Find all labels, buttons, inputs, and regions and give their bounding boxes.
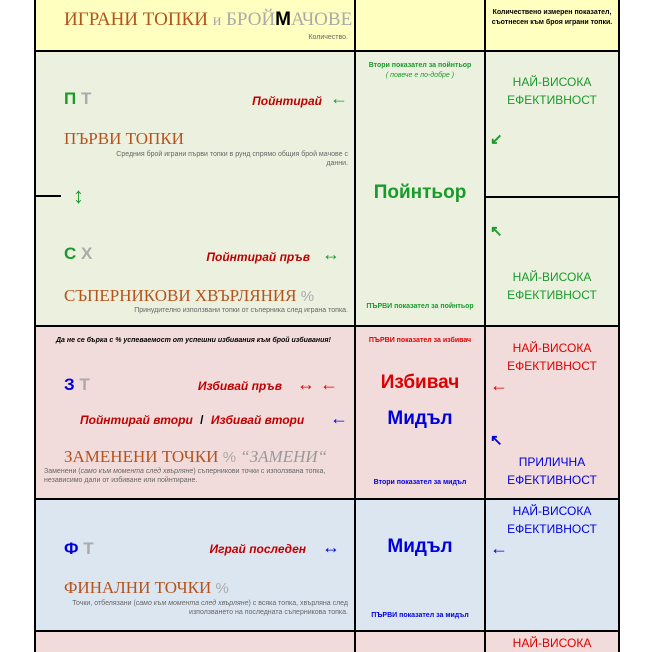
z-arrows1: ↔ ← xyxy=(297,374,339,394)
eff-z-line3: ПРИЛИЧНА xyxy=(518,455,586,469)
z-desc xyxy=(44,467,348,485)
eff-z-bottom-text xyxy=(490,453,614,489)
striker-label2: Мидъл xyxy=(387,408,453,429)
bottom-text: НАЙ-ВИСОКА xyxy=(512,636,592,650)
p-updown-arrow: ↕ xyxy=(73,183,84,208)
z-arrow2: ← xyxy=(330,408,348,428)
pointer-second-note-line2: ( повече е по-добре ) xyxy=(385,72,455,79)
eff-mid-cell xyxy=(486,198,618,325)
z-action2a: Пойнтирай втори xyxy=(80,413,193,427)
striker-label1: Избивач xyxy=(380,372,460,393)
p-desc: Средния брой играни първи топки в рунд спрямо общия брой мачове с данни. xyxy=(116,151,348,167)
c-title xyxy=(64,286,314,306)
eff-z-line2: ЕФЕКТИВНОСТ xyxy=(507,359,597,373)
striker-second-note: Втори показател за мидъл xyxy=(373,479,467,486)
eff-f-line2: ЕФЕКТИВНОСТ xyxy=(507,522,597,536)
z-note: Да не се бърка с % успеваемост от успешни избивания към брой избивания! xyxy=(56,337,331,344)
grid-line-h xyxy=(486,196,620,198)
f-desc xyxy=(44,599,348,617)
eff-mid-line2: ЕФЕКТИВНОСТ xyxy=(507,288,597,302)
f-desc-b: ) с всяка топка, хвърляна след използването на последната съперникова топка. xyxy=(189,600,348,616)
c-desc: Принудително използвани топки от съперника след игрaна топка. xyxy=(134,307,348,314)
c-title-pct: % xyxy=(300,288,315,305)
eff-top-line2: ЕФЕКТИВНОСТ xyxy=(507,93,597,107)
z-title-quote: “ЗАМЕНИ“ xyxy=(240,447,328,466)
pointer-label: Пойнтьор xyxy=(373,182,467,203)
p-letter1: П xyxy=(64,89,77,108)
eff-z-arrow2: ↖ xyxy=(490,432,503,449)
f-letters xyxy=(64,539,94,559)
z-letters xyxy=(64,375,90,395)
p-letters xyxy=(64,89,91,109)
middle-first-note: ПЪРВИ показател за мидъл xyxy=(371,612,469,619)
c-arrow: ↔ xyxy=(322,244,340,264)
eff-z-line4: ЕФЕКТИВНОСТ xyxy=(507,473,597,487)
header-title xyxy=(64,9,352,31)
f-title-a: ФИНАЛНИ ТОЧКИ xyxy=(64,578,212,597)
pointer-second-note-line1: Втори показател за пойнтьор xyxy=(368,62,472,69)
pointer-second-note xyxy=(356,61,484,81)
eff-f-line1: НАЙ-ВИСОКА xyxy=(512,504,592,518)
p-letter2: Т xyxy=(80,89,92,108)
c-letter2: Х xyxy=(81,244,93,263)
title-m: М xyxy=(275,9,291,30)
grid-line-h xyxy=(34,498,620,500)
eff-f-arrow: ← xyxy=(490,538,508,558)
grid-stub xyxy=(36,195,61,197)
z-action2b: Избивай втори xyxy=(210,413,305,427)
eff-z-arrow: ← xyxy=(490,375,508,395)
eff-mid-text xyxy=(490,268,614,304)
bottom-left-cell xyxy=(36,632,354,652)
z-desc-a: Заменени ( xyxy=(44,468,81,475)
f-title-pct: % xyxy=(215,580,229,597)
eff-z-top-text xyxy=(490,339,614,375)
title-and: и xyxy=(212,12,222,29)
eff-z-line1: НАЙ-ВИСОКА xyxy=(512,341,592,355)
striker-first-note: ПЪРВИ показател за избивач xyxy=(368,337,472,344)
middle-label: Мидъл xyxy=(387,536,453,557)
f-letter1: Ф xyxy=(64,539,79,558)
f-desc-a: Точки, отбелязани ( xyxy=(72,600,136,607)
z-letter2: Т xyxy=(79,375,90,394)
z-title-pct: % xyxy=(222,449,237,466)
eff-top-text xyxy=(490,73,614,109)
p-title: ПЪРВИ ТОПКИ xyxy=(64,129,184,148)
eff-mid-line1: НАЙ-ВИСОКА xyxy=(512,270,592,284)
z-desc-b: ) съперникови точки с използвана топка, независимо дали от избиване или пойнтиране. xyxy=(44,468,326,484)
header-right-note: Количествено измерен показател, съотнесен към броя играни топки. xyxy=(491,9,613,26)
middle-col-cell xyxy=(356,500,484,630)
title-part2: БРОЙ xyxy=(226,9,276,30)
pointer-first-note: ПЪРВИ показател за пойнтьор xyxy=(366,303,474,310)
bottom-mid-cell xyxy=(356,632,484,652)
f-title xyxy=(64,578,229,598)
eff-top-line1: НАЙ-ВИСОКА xyxy=(512,75,592,89)
f-arrow: ↔ xyxy=(322,537,340,557)
eff-top-arrow: ↙ xyxy=(490,131,503,148)
f-desc-it: само към момента след хвърляне xyxy=(135,600,249,607)
c-letters xyxy=(64,244,92,264)
c-title-b: ХВЪРЛЯНИЯ xyxy=(194,286,297,305)
grid-line-h xyxy=(34,50,620,52)
z-desc-it: само към момента след хвърляне xyxy=(80,468,194,475)
p-action: Пойнтирай xyxy=(252,94,322,108)
z-title-a: ЗАМЕНЕНИ ТОЧКИ xyxy=(64,447,219,466)
z-action1: Избивай пръв xyxy=(197,379,282,393)
z-action2-sep: / xyxy=(200,413,204,427)
header-mid-cell xyxy=(356,0,484,50)
c-letter1: С xyxy=(64,244,77,263)
eff-f-text xyxy=(490,502,614,538)
header-subtitle: Количество. xyxy=(308,34,348,41)
z-action2 xyxy=(80,413,304,427)
grid-line-h xyxy=(34,325,620,327)
z-letter1: З xyxy=(64,375,75,394)
c-action: Пойнтирай пръв xyxy=(206,250,310,264)
f-action: Играй последен xyxy=(209,542,306,556)
z-title xyxy=(64,447,327,467)
title-part3: АЧОВЕ xyxy=(291,9,353,30)
p-arrow: ← xyxy=(330,88,348,108)
title-part1: ИГРАНИ ТОПКИ xyxy=(64,9,208,30)
eff-mid-arrow: ↖ xyxy=(490,223,503,240)
c-title-a: СЪПЕРНИКОВИ xyxy=(64,286,191,305)
grid-line-h xyxy=(34,630,620,632)
f-letter2: Т xyxy=(83,539,94,558)
